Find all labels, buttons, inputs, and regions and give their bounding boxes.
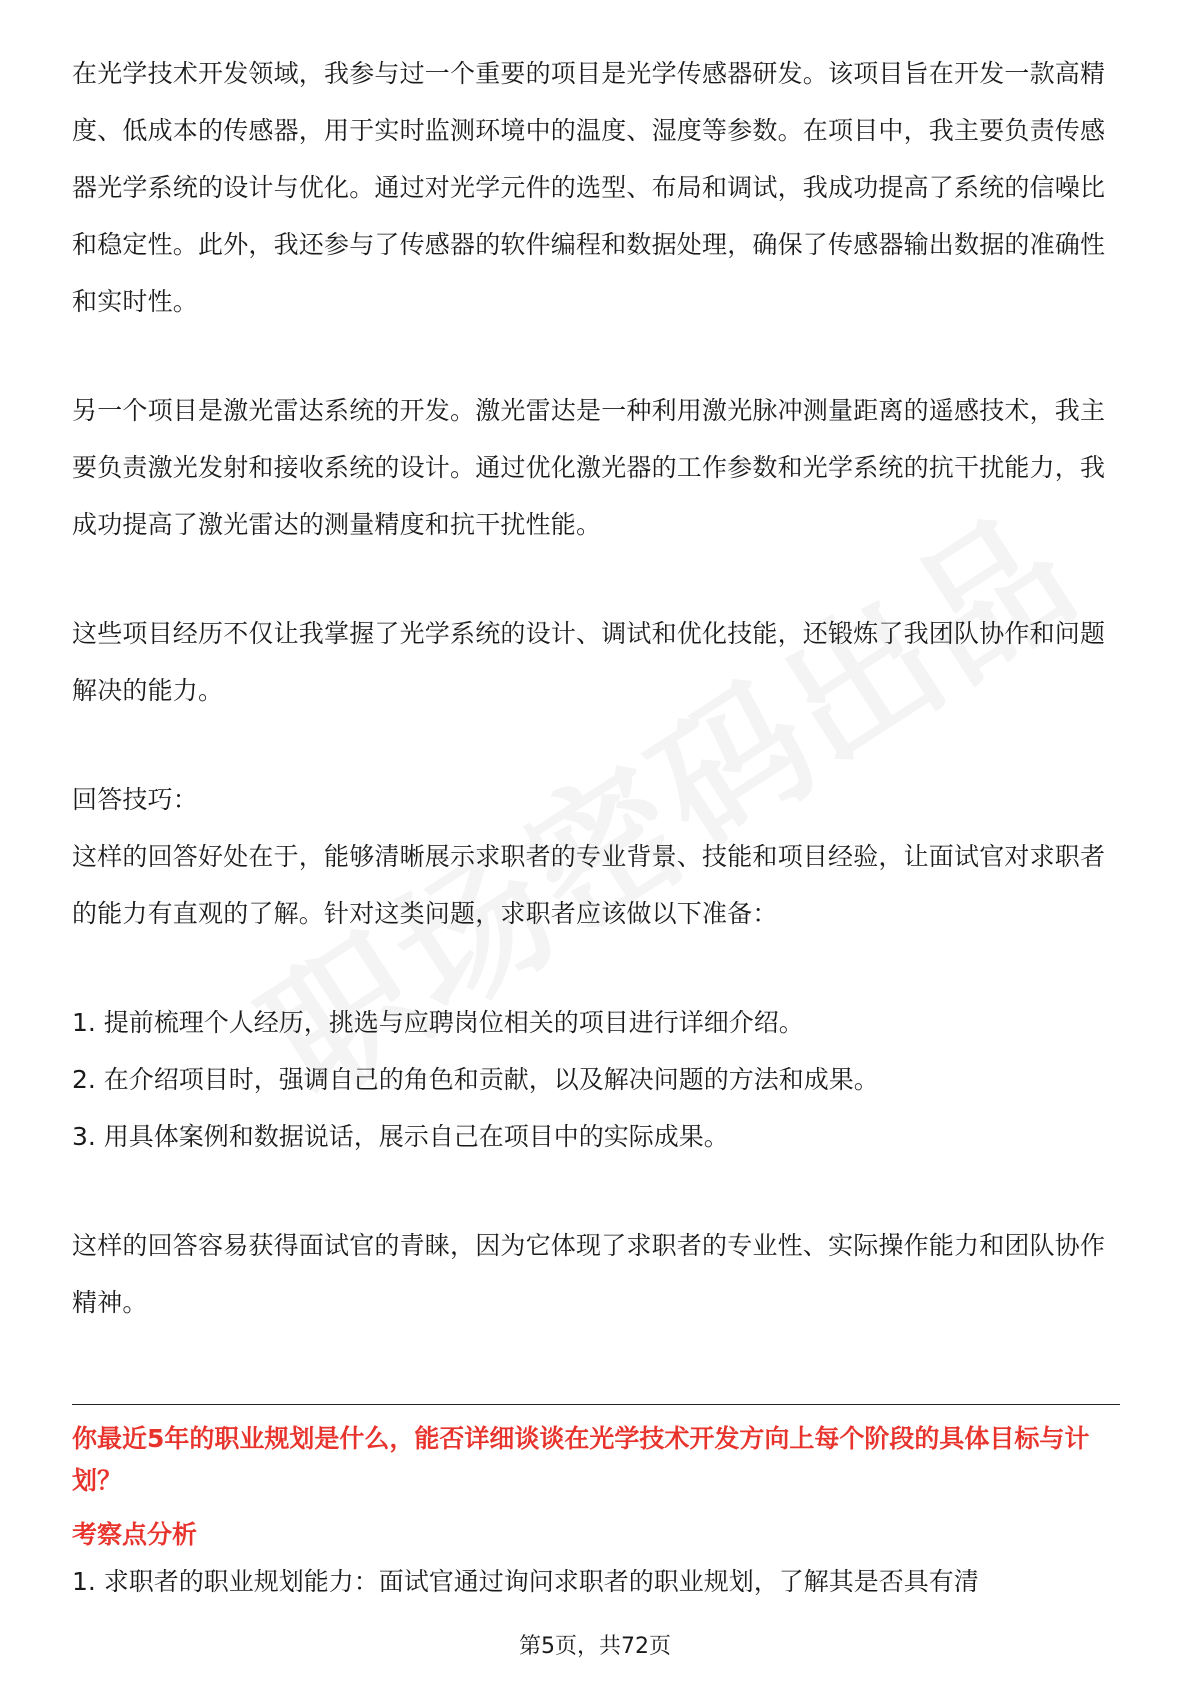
closing-paragraph: 这样的回答容易获得面试官的青睐，因为它体现了求职者的专业性、实际操作能力和团队协作精神。 — [72, 1231, 1106, 1317]
analysis-title: 考察点分析 — [72, 1520, 198, 1549]
paragraph-summary: 这些项目经历不仅让我掌握了光学系统的设计、调试和优化技能，还锻炼了我团队协作和问题解决的能力。 — [72, 619, 1106, 705]
page-number-footer: 第5页，共72页 — [519, 1634, 671, 1659]
analysis-first-point: 1. 求职者的职业规划能力：面试官通过询问求职者的职业规划，了解其是否具有清 — [72, 1567, 979, 1596]
answer-body — [72, 45, 1120, 1331]
next-question-heading: 你最近5年的职业规划是什么，能否详细谈谈在光学技术开发方向上每个阶段的具体目标与计划？ — [72, 1424, 1090, 1495]
paragraph-lidar-project: 另一个项目是激光雷达系统的开发。激光雷达是一种利用激光脉冲测量距离的遥感技术，我主要负责激光发射和接收系统的设计。通过优化激光器的工作参数和光学系统的抗干扰能力，我成功提高了激光雷达的测量精度和抗干扰性能。 — [72, 396, 1106, 539]
tips-label: 回答技巧： — [72, 785, 199, 814]
paragraph-sensor-project: 在光学技术开发领域，我参与过一个重要的项目是光学传感器研发。该项目旨在开发一款高精度、低成本的传感器，用于实时监测环境中的温度、湿度等参数。在项目中，我主要负责传感器光学系统的设计与优化。通过对光学元件的选型、布局和调试，我成功提高了系统的信噪比和稳定性。此外，我还参与了传感器的软件编程和数据处理，确保了传感器输出数据的准确性和实时性。 — [72, 59, 1106, 316]
tips-list — [72, 994, 1120, 1165]
tips-list-item: 3. 用具体案例和数据说话，展示自己在项目中的实际成果。 — [72, 1122, 729, 1151]
tips-text: 这样的回答好处在于，能够清晰展示求职者的专业背景、技能和项目经验，让面试官对求职者的能力有直观的了解。针对这类问题，求职者应该做以下准备： — [72, 842, 1106, 928]
tips-list-item: 1. 提前梳理个人经历，挑选与应聘岗位相关的项目进行详细介绍。 — [72, 1008, 804, 1037]
section-divider — [72, 1404, 1120, 1405]
tips-list-item: 2. 在介绍项目时，强调自己的角色和贡献，以及解决问题的方法和成果。 — [72, 1065, 879, 1094]
